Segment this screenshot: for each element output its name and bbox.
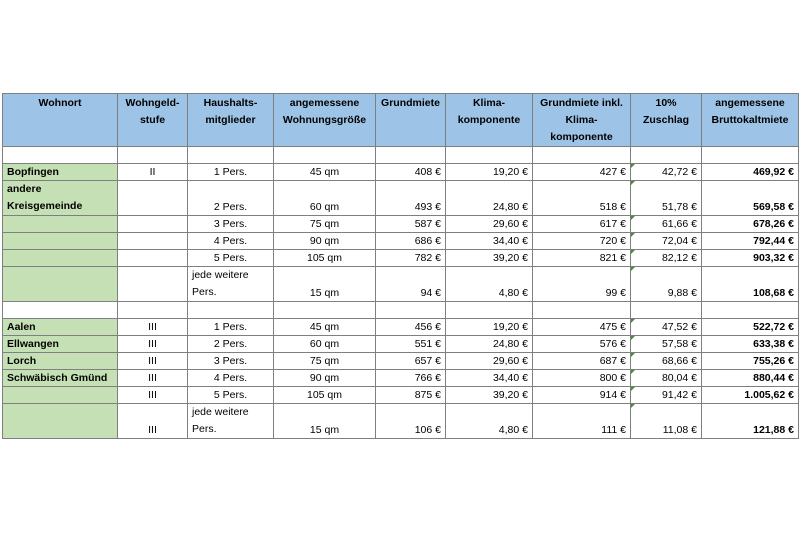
pers-cell: 2 Pers. (188, 181, 274, 216)
klima-cell: 4,80 € (446, 267, 533, 302)
zuschlag-cell: 11,08 € (631, 404, 702, 439)
table-row (3, 404, 799, 439)
pers-cell: 4 Pers. (188, 370, 274, 387)
grundmiete-cell: 106 € (376, 404, 446, 439)
zuschlag-cell: 68,66 € (631, 353, 702, 370)
qm-cell: 45 qm (274, 164, 376, 181)
klima-cell: 39,20 € (446, 387, 533, 404)
grundmiete-cell: 94 € (376, 267, 446, 302)
place-cell (3, 250, 118, 267)
stufe-cell (118, 233, 188, 250)
qm-cell: 60 qm (274, 181, 376, 216)
table-row (3, 370, 799, 387)
qm-cell: 15 qm (274, 267, 376, 302)
inkl-cell: 99 € (533, 267, 631, 302)
qm-cell: 45 qm (274, 319, 376, 336)
grundmiete-cell: 875 € (376, 387, 446, 404)
spacer-row (3, 302, 799, 319)
header-row (3, 94, 799, 147)
table-row (3, 267, 799, 302)
header-klimakomponente: Klima-komponente (446, 94, 533, 147)
pers-cell: 2 Pers. (188, 336, 274, 353)
brutto-cell: 469,92 € (702, 164, 799, 181)
grundmiete-cell: 551 € (376, 336, 446, 353)
place-cell: Ellwangen (3, 336, 118, 353)
zuschlag-cell: 91,42 € (631, 387, 702, 404)
inkl-cell: 800 € (533, 370, 631, 387)
pers-cell: jede weitere Pers. (188, 404, 274, 439)
zuschlag-cell: 82,12 € (631, 250, 702, 267)
pers-cell: 5 Pers. (188, 250, 274, 267)
brutto-cell: 1.005,62 € (702, 387, 799, 404)
place-cell (3, 216, 118, 233)
table-row (3, 164, 799, 181)
brutto-cell: 108,68 € (702, 267, 799, 302)
header-wohngeldstufe: Wohngeld-stufe (118, 94, 188, 147)
table-row (3, 216, 799, 233)
grundmiete-cell: 408 € (376, 164, 446, 181)
qm-cell: 60 qm (274, 336, 376, 353)
header-bruttokaltmiete: angemessene Bruttokaltmiete (702, 94, 799, 147)
qm-cell: 105 qm (274, 250, 376, 267)
stufe-cell: III (118, 319, 188, 336)
brutto-cell: 792,44 € (702, 233, 799, 250)
inkl-cell: 111 € (533, 404, 631, 439)
klima-cell: 19,20 € (446, 164, 533, 181)
grundmiete-cell: 493 € (376, 181, 446, 216)
stufe-cell (118, 250, 188, 267)
place-cell (3, 267, 118, 302)
inkl-cell: 518 € (533, 181, 631, 216)
pers-cell: 1 Pers. (188, 164, 274, 181)
qm-cell: 90 qm (274, 233, 376, 250)
table-row (3, 181, 799, 216)
place-cell (3, 404, 118, 439)
table-row (3, 233, 799, 250)
stufe-cell (118, 267, 188, 302)
header-grundmiete: Grundmiete (376, 94, 446, 147)
place-cell (3, 387, 118, 404)
grundmiete-cell: 766 € (376, 370, 446, 387)
place-cell: Schwäbisch Gmünd (3, 370, 118, 387)
zuschlag-cell: 42,72 € (631, 164, 702, 181)
grundmiete-cell: 686 € (376, 233, 446, 250)
zuschlag-cell: 80,04 € (631, 370, 702, 387)
place-cell (3, 233, 118, 250)
inkl-cell: 617 € (533, 216, 631, 233)
table-row (3, 319, 799, 336)
table-row (3, 336, 799, 353)
header-wohnort: Wohnort (3, 94, 118, 147)
inkl-cell: 821 € (533, 250, 631, 267)
grundmiete-cell: 587 € (376, 216, 446, 233)
klima-cell: 24,80 € (446, 336, 533, 353)
qm-cell: 75 qm (274, 353, 376, 370)
inkl-cell: 427 € (533, 164, 631, 181)
inkl-cell: 687 € (533, 353, 631, 370)
stufe-cell: III (118, 336, 188, 353)
pers-cell: 3 Pers. (188, 353, 274, 370)
stufe-cell: III (118, 353, 188, 370)
grundmiete-cell: 657 € (376, 353, 446, 370)
inkl-cell: 576 € (533, 336, 631, 353)
inkl-cell: 475 € (533, 319, 631, 336)
qm-cell: 15 qm (274, 404, 376, 439)
qm-cell: 105 qm (274, 387, 376, 404)
klima-cell: 39,20 € (446, 250, 533, 267)
brutto-cell: 903,32 € (702, 250, 799, 267)
qm-cell: 90 qm (274, 370, 376, 387)
stufe-cell: III (118, 404, 188, 439)
brutto-cell: 522,72 € (702, 319, 799, 336)
grundmiete-cell: 456 € (376, 319, 446, 336)
stufe-cell (118, 216, 188, 233)
klima-cell: 29,60 € (446, 216, 533, 233)
klima-cell: 4,80 € (446, 404, 533, 439)
zuschlag-cell: 51,78 € (631, 181, 702, 216)
pers-cell: jede weitere Pers. (188, 267, 274, 302)
brutto-cell: 121,88 € (702, 404, 799, 439)
pers-cell: 4 Pers. (188, 233, 274, 250)
stufe-cell: II (118, 164, 188, 181)
stufe-cell: III (118, 387, 188, 404)
zuschlag-cell: 47,52 € (631, 319, 702, 336)
zuschlag-cell: 61,66 € (631, 216, 702, 233)
brutto-cell: 569,58 € (702, 181, 799, 216)
header-grundmiete-inkl: Grundmiete inkl. Klima-komponente (533, 94, 631, 147)
table-row (3, 353, 799, 370)
stufe-cell (118, 181, 188, 216)
inkl-cell: 720 € (533, 233, 631, 250)
table-row (3, 250, 799, 267)
header-wohnungsgroesse: angemessene Wohnungsgröße (274, 94, 376, 147)
pers-cell: 3 Pers. (188, 216, 274, 233)
place-cell: Aalen (3, 319, 118, 336)
zuschlag-cell: 72,04 € (631, 233, 702, 250)
rent-table (2, 93, 799, 439)
klima-cell: 34,40 € (446, 370, 533, 387)
header-haushaltsmitglieder: Haushalts-mitglieder (188, 94, 274, 147)
table-row (3, 387, 799, 404)
inkl-cell: 914 € (533, 387, 631, 404)
stufe-cell: III (118, 370, 188, 387)
qm-cell: 75 qm (274, 216, 376, 233)
klima-cell: 24,80 € (446, 181, 533, 216)
zuschlag-cell: 57,58 € (631, 336, 702, 353)
brutto-cell: 755,26 € (702, 353, 799, 370)
brutto-cell: 678,26 € (702, 216, 799, 233)
klima-cell: 19,20 € (446, 319, 533, 336)
grundmiete-cell: 782 € (376, 250, 446, 267)
place-cell: Lorch (3, 353, 118, 370)
klima-cell: 29,60 € (446, 353, 533, 370)
spacer-row (3, 147, 799, 164)
place-cell: andere Kreisgemeinde (3, 181, 118, 216)
klima-cell: 34,40 € (446, 233, 533, 250)
pers-cell: 5 Pers. (188, 387, 274, 404)
brutto-cell: 633,38 € (702, 336, 799, 353)
pers-cell: 1 Pers. (188, 319, 274, 336)
brutto-cell: 880,44 € (702, 370, 799, 387)
place-cell: Bopfingen (3, 164, 118, 181)
zuschlag-cell: 9,88 € (631, 267, 702, 302)
header-zuschlag: 10% Zuschlag (631, 94, 702, 147)
